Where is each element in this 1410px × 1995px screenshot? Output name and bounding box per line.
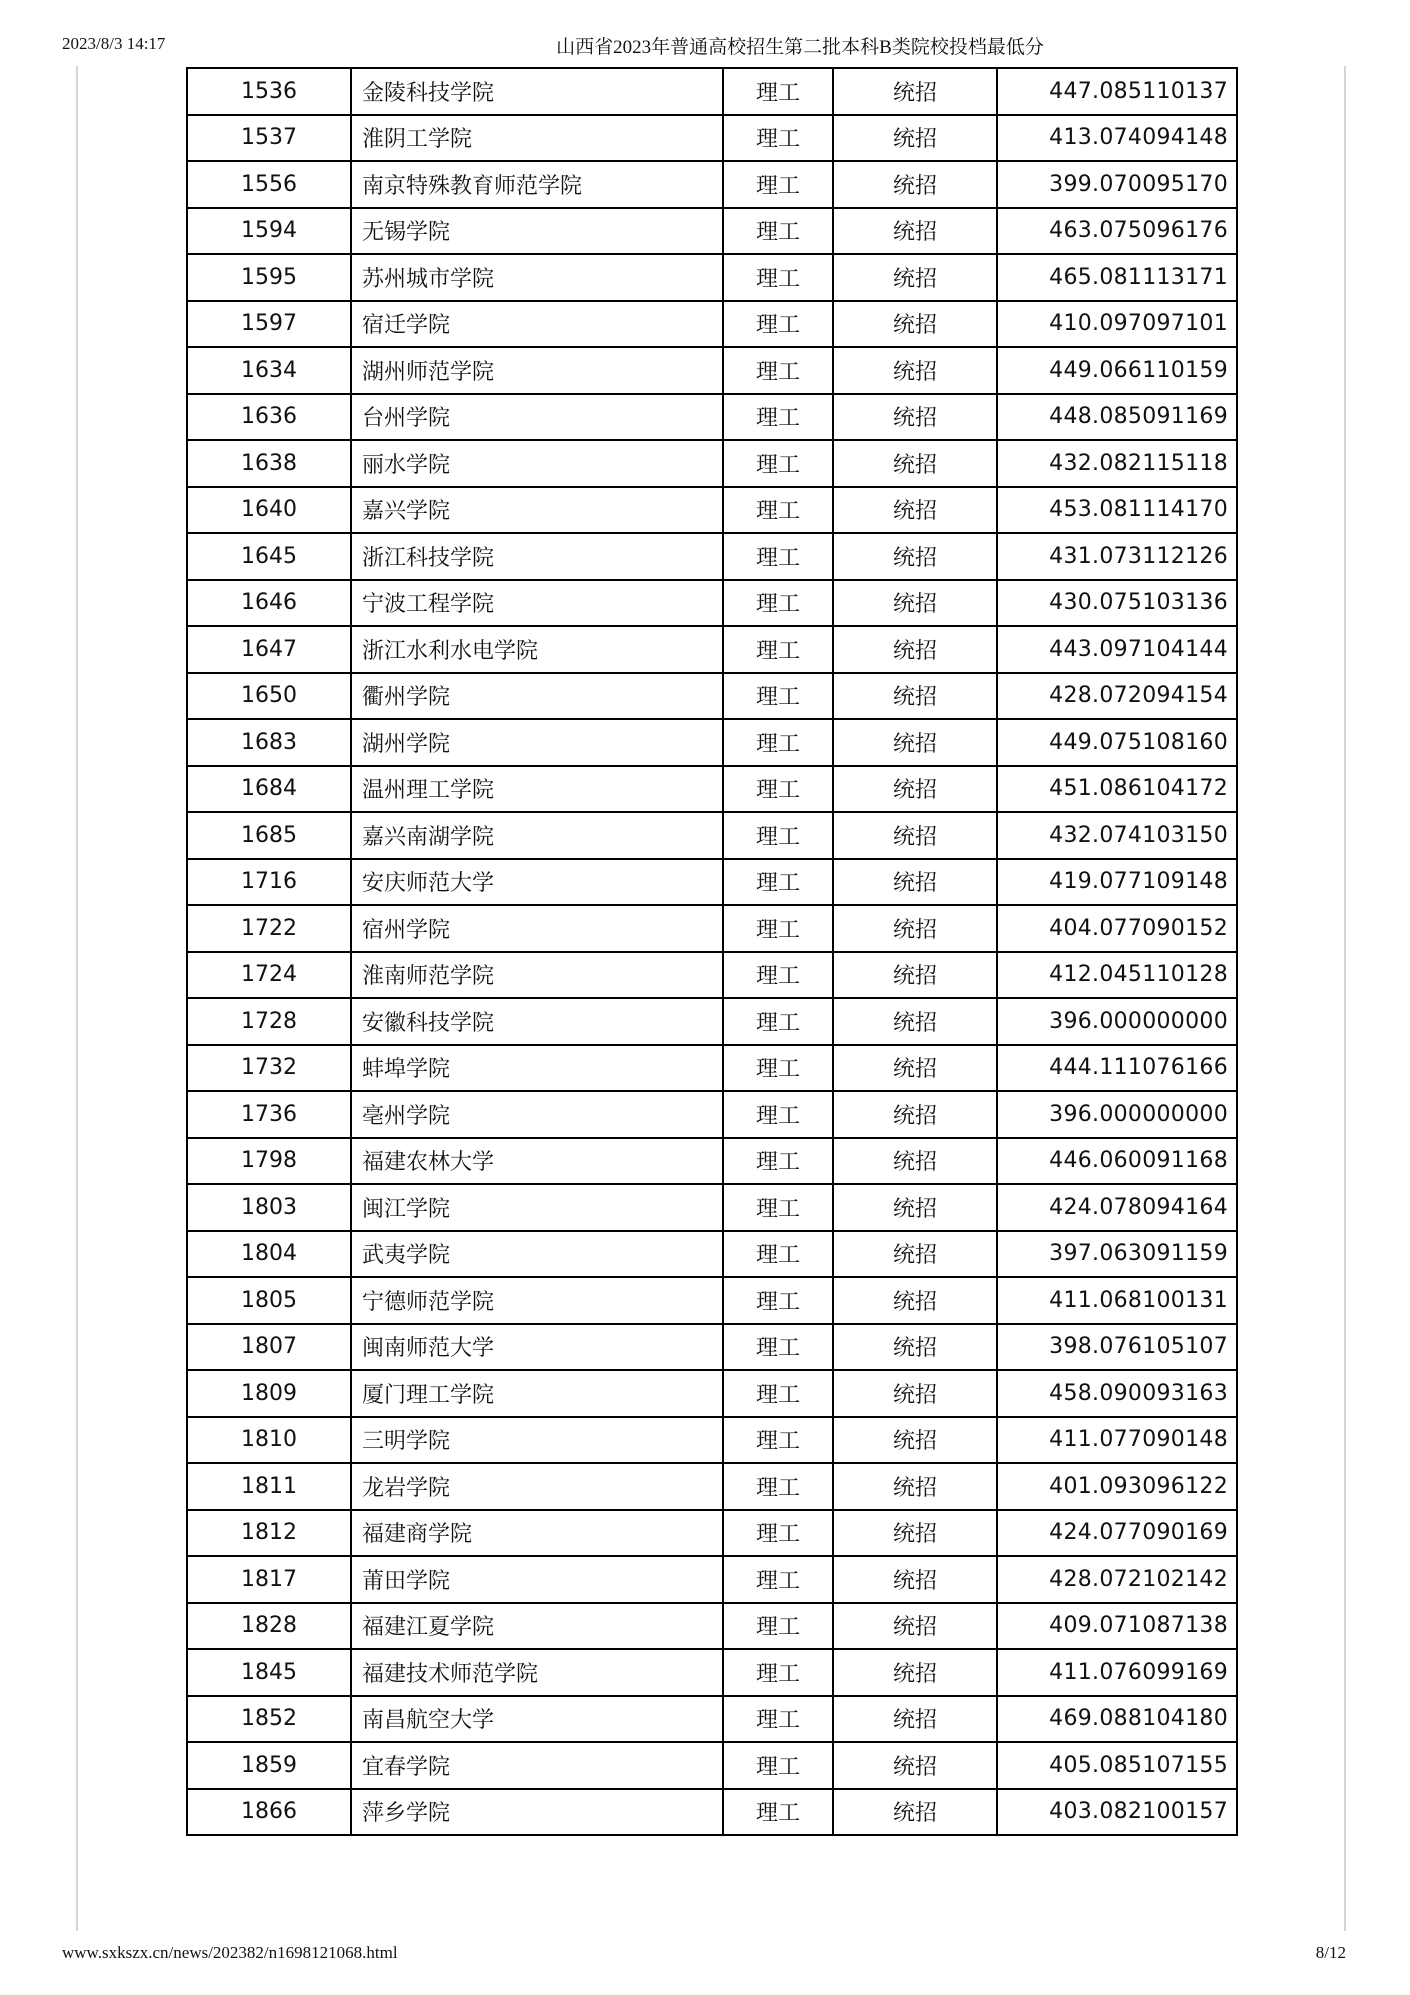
school-code-cell: 1684 <box>187 766 351 813</box>
subject-type-cell: 理工 <box>723 1045 833 1092</box>
min-score-cell: 405.085107155 <box>997 1742 1237 1789</box>
min-score-cell: 463.075096176 <box>997 208 1237 255</box>
min-score-cell: 403.082100157 <box>997 1789 1237 1836</box>
table-row <box>187 1138 1237 1185</box>
table-row <box>187 1045 1237 1092</box>
min-score-cell: 453.081114170 <box>997 487 1237 534</box>
table-row <box>187 859 1237 906</box>
subject-type-cell: 理工 <box>723 394 833 441</box>
school-name-cell: 宿州学院 <box>351 905 723 952</box>
plan-type-cell: 统招 <box>833 1417 997 1464</box>
school-code-cell: 1811 <box>187 1463 351 1510</box>
print-datetime: 2023/8/3 14:17 <box>62 34 166 53</box>
subject-type-cell: 理工 <box>723 161 833 208</box>
table-row <box>187 208 1237 255</box>
min-score-cell: 399.070095170 <box>997 161 1237 208</box>
page-right-margin-line <box>1344 66 1346 1931</box>
subject-type-cell: 理工 <box>723 812 833 859</box>
school-name-cell: 宿迁学院 <box>351 301 723 348</box>
school-code-cell: 1852 <box>187 1696 351 1743</box>
school-name-cell: 龙岩学院 <box>351 1463 723 1510</box>
table-row <box>187 68 1237 115</box>
table-row <box>187 580 1237 627</box>
subject-type-cell: 理工 <box>723 1556 833 1603</box>
plan-type-cell: 统招 <box>833 1091 997 1138</box>
table-row <box>187 1742 1237 1789</box>
subject-type-cell: 理工 <box>723 1417 833 1464</box>
subject-type-cell: 理工 <box>723 1184 833 1231</box>
school-code-cell: 1685 <box>187 812 351 859</box>
school-code-cell: 1845 <box>187 1649 351 1696</box>
school-code-cell: 1817 <box>187 1556 351 1603</box>
table-row <box>187 998 1237 1045</box>
school-name-cell: 萍乡学院 <box>351 1789 723 1836</box>
plan-type-cell: 统招 <box>833 580 997 627</box>
plan-type-cell: 统招 <box>833 1463 997 1510</box>
table-row <box>187 301 1237 348</box>
school-name-cell: 蚌埠学院 <box>351 1045 723 1092</box>
min-score-cell: 411.077090148 <box>997 1417 1237 1464</box>
min-score-cell: 448.085091169 <box>997 394 1237 441</box>
min-score-cell: 398.076105107 <box>997 1324 1237 1371</box>
plan-type-cell: 统招 <box>833 859 997 906</box>
subject-type-cell: 理工 <box>723 347 833 394</box>
school-name-cell: 嘉兴学院 <box>351 487 723 534</box>
school-code-cell: 1732 <box>187 1045 351 1092</box>
table-row <box>187 719 1237 766</box>
min-score-cell: 397.063091159 <box>997 1231 1237 1278</box>
plan-type-cell: 统招 <box>833 766 997 813</box>
plan-type-cell: 统招 <box>833 254 997 301</box>
plan-type-cell: 统招 <box>833 952 997 999</box>
table-row <box>187 1231 1237 1278</box>
school-code-cell: 1650 <box>187 673 351 720</box>
school-name-cell: 南昌航空大学 <box>351 1696 723 1743</box>
school-code-cell: 1728 <box>187 998 351 1045</box>
school-name-cell: 淮阴工学院 <box>351 115 723 162</box>
min-score-cell: 458.090093163 <box>997 1370 1237 1417</box>
school-code-cell: 1809 <box>187 1370 351 1417</box>
subject-type-cell: 理工 <box>723 1742 833 1789</box>
table-row <box>187 1510 1237 1557</box>
subject-type-cell: 理工 <box>723 115 833 162</box>
table-row <box>187 1696 1237 1743</box>
school-code-cell: 1645 <box>187 533 351 580</box>
school-code-cell: 1640 <box>187 487 351 534</box>
school-name-cell: 莆田学院 <box>351 1556 723 1603</box>
school-name-cell: 闽江学院 <box>351 1184 723 1231</box>
table-row <box>187 487 1237 534</box>
table-row <box>187 1277 1237 1324</box>
school-code-cell: 1722 <box>187 905 351 952</box>
plan-type-cell: 统招 <box>833 1742 997 1789</box>
table-row <box>187 1556 1237 1603</box>
min-score-cell: 428.072102142 <box>997 1556 1237 1603</box>
subject-type-cell: 理工 <box>723 301 833 348</box>
school-name-cell: 湖州师范学院 <box>351 347 723 394</box>
table-row <box>187 347 1237 394</box>
table-row <box>187 1789 1237 1836</box>
min-score-cell: 411.076099169 <box>997 1649 1237 1696</box>
school-code-cell: 1594 <box>187 208 351 255</box>
min-score-cell: 428.072094154 <box>997 673 1237 720</box>
subject-type-cell: 理工 <box>723 952 833 999</box>
subject-type-cell: 理工 <box>723 859 833 906</box>
school-name-cell: 福建农林大学 <box>351 1138 723 1185</box>
school-code-cell: 1647 <box>187 626 351 673</box>
plan-type-cell: 统招 <box>833 1649 997 1696</box>
school-code-cell: 1812 <box>187 1510 351 1557</box>
school-code-cell: 1537 <box>187 115 351 162</box>
plan-type-cell: 统招 <box>833 1138 997 1185</box>
school-code-cell: 1597 <box>187 301 351 348</box>
min-score-cell: 404.077090152 <box>997 905 1237 952</box>
min-score-cell: 409.071087138 <box>997 1603 1237 1650</box>
subject-type-cell: 理工 <box>723 1696 833 1743</box>
school-name-cell: 宜春学院 <box>351 1742 723 1789</box>
subject-type-cell: 理工 <box>723 208 833 255</box>
school-code-cell: 1716 <box>187 859 351 906</box>
table-row <box>187 1091 1237 1138</box>
table-row <box>187 440 1237 487</box>
table-row <box>187 626 1237 673</box>
plan-type-cell: 统招 <box>833 1324 997 1371</box>
plan-type-cell: 统招 <box>833 1045 997 1092</box>
min-score-cell: 412.045110128 <box>997 952 1237 999</box>
min-score-cell: 410.097097101 <box>997 301 1237 348</box>
subject-type-cell: 理工 <box>723 1370 833 1417</box>
school-code-cell: 1636 <box>187 394 351 441</box>
plan-type-cell: 统招 <box>833 487 997 534</box>
plan-type-cell: 统招 <box>833 347 997 394</box>
table-row <box>187 952 1237 999</box>
plan-type-cell: 统招 <box>833 673 997 720</box>
school-name-cell: 宁波工程学院 <box>351 580 723 627</box>
admission-score-table <box>186 67 1238 1836</box>
table-row <box>187 1184 1237 1231</box>
subject-type-cell: 理工 <box>723 673 833 720</box>
school-name-cell: 温州理工学院 <box>351 766 723 813</box>
plan-type-cell: 统招 <box>833 115 997 162</box>
school-code-cell: 1804 <box>187 1231 351 1278</box>
school-name-cell: 亳州学院 <box>351 1091 723 1138</box>
school-name-cell: 厦门理工学院 <box>351 1370 723 1417</box>
school-name-cell: 浙江科技学院 <box>351 533 723 580</box>
min-score-cell: 419.077109148 <box>997 859 1237 906</box>
school-code-cell: 1736 <box>187 1091 351 1138</box>
school-name-cell: 福建商学院 <box>351 1510 723 1557</box>
school-code-cell: 1646 <box>187 580 351 627</box>
school-code-cell: 1859 <box>187 1742 351 1789</box>
school-code-cell: 1866 <box>187 1789 351 1836</box>
plan-type-cell: 统招 <box>833 1370 997 1417</box>
min-score-cell: 451.086104172 <box>997 766 1237 813</box>
min-score-cell: 447.085110137 <box>997 68 1237 115</box>
min-score-cell: 465.081113171 <box>997 254 1237 301</box>
subject-type-cell: 理工 <box>723 626 833 673</box>
plan-type-cell: 统招 <box>833 1696 997 1743</box>
plan-type-cell: 统招 <box>833 998 997 1045</box>
school-code-cell: 1803 <box>187 1184 351 1231</box>
school-name-cell: 淮南师范学院 <box>351 952 723 999</box>
subject-type-cell: 理工 <box>723 905 833 952</box>
subject-type-cell: 理工 <box>723 1789 833 1836</box>
min-score-cell: 430.075103136 <box>997 580 1237 627</box>
school-name-cell: 福建江夏学院 <box>351 1603 723 1650</box>
school-name-cell: 台州学院 <box>351 394 723 441</box>
plan-type-cell: 统招 <box>833 394 997 441</box>
subject-type-cell: 理工 <box>723 1231 833 1278</box>
school-name-cell: 武夷学院 <box>351 1231 723 1278</box>
school-name-cell: 南京特殊教育师范学院 <box>351 161 723 208</box>
school-name-cell: 金陵科技学院 <box>351 68 723 115</box>
subject-type-cell: 理工 <box>723 719 833 766</box>
min-score-cell: 396.000000000 <box>997 1091 1237 1138</box>
subject-type-cell: 理工 <box>723 533 833 580</box>
subject-type-cell: 理工 <box>723 998 833 1045</box>
plan-type-cell: 统招 <box>833 161 997 208</box>
table-row <box>187 766 1237 813</box>
plan-type-cell: 统招 <box>833 1603 997 1650</box>
table-body <box>187 68 1237 1835</box>
subject-type-cell: 理工 <box>723 254 833 301</box>
subject-type-cell: 理工 <box>723 1277 833 1324</box>
min-score-cell: 431.073112126 <box>997 533 1237 580</box>
plan-type-cell: 统招 <box>833 719 997 766</box>
subject-type-cell: 理工 <box>723 1649 833 1696</box>
plan-type-cell: 统招 <box>833 812 997 859</box>
school-code-cell: 1556 <box>187 161 351 208</box>
school-code-cell: 1798 <box>187 1138 351 1185</box>
table-row <box>187 905 1237 952</box>
school-name-cell: 无锡学院 <box>351 208 723 255</box>
plan-type-cell: 统招 <box>833 1231 997 1278</box>
min-score-cell: 432.074103150 <box>997 812 1237 859</box>
school-code-cell: 1807 <box>187 1324 351 1371</box>
subject-type-cell: 理工 <box>723 487 833 534</box>
school-code-cell: 1536 <box>187 68 351 115</box>
table-row <box>187 1463 1237 1510</box>
min-score-cell: 396.000000000 <box>997 998 1237 1045</box>
school-code-cell: 1638 <box>187 440 351 487</box>
school-code-cell: 1810 <box>187 1417 351 1464</box>
plan-type-cell: 统招 <box>833 626 997 673</box>
subject-type-cell: 理工 <box>723 1324 833 1371</box>
min-score-cell: 446.060091168 <box>997 1138 1237 1185</box>
table-row <box>187 1603 1237 1650</box>
plan-type-cell: 统招 <box>833 1277 997 1324</box>
school-name-cell: 衢州学院 <box>351 673 723 720</box>
school-name-cell: 安徽科技学院 <box>351 998 723 1045</box>
plan-type-cell: 统招 <box>833 68 997 115</box>
min-score-cell: 432.082115118 <box>997 440 1237 487</box>
plan-type-cell: 统招 <box>833 208 997 255</box>
table-row <box>187 1649 1237 1696</box>
min-score-cell: 443.097104144 <box>997 626 1237 673</box>
table-row <box>187 673 1237 720</box>
school-code-cell: 1828 <box>187 1603 351 1650</box>
page-left-margin-line <box>76 66 78 1931</box>
table-row <box>187 1417 1237 1464</box>
subject-type-cell: 理工 <box>723 766 833 813</box>
school-name-cell: 福建技术师范学院 <box>351 1649 723 1696</box>
school-code-cell: 1683 <box>187 719 351 766</box>
plan-type-cell: 统招 <box>833 905 997 952</box>
school-code-cell: 1805 <box>187 1277 351 1324</box>
plan-type-cell: 统招 <box>833 1556 997 1603</box>
min-score-cell: 469.088104180 <box>997 1696 1237 1743</box>
subject-type-cell: 理工 <box>723 1138 833 1185</box>
min-score-cell: 401.093096122 <box>997 1463 1237 1510</box>
school-name-cell: 浙江水利水电学院 <box>351 626 723 673</box>
school-name-cell: 闽南师范大学 <box>351 1324 723 1371</box>
school-name-cell: 安庆师范大学 <box>351 859 723 906</box>
min-score-cell: 411.068100131 <box>997 1277 1237 1324</box>
plan-type-cell: 统招 <box>833 1789 997 1836</box>
school-name-cell: 嘉兴南湖学院 <box>351 812 723 859</box>
school-code-cell: 1634 <box>187 347 351 394</box>
min-score-cell: 413.074094148 <box>997 115 1237 162</box>
table-row <box>187 161 1237 208</box>
min-score-cell: 449.066110159 <box>997 347 1237 394</box>
subject-type-cell: 理工 <box>723 1463 833 1510</box>
plan-type-cell: 统招 <box>833 301 997 348</box>
subject-type-cell: 理工 <box>723 1091 833 1138</box>
school-code-cell: 1595 <box>187 254 351 301</box>
school-name-cell: 苏州城市学院 <box>351 254 723 301</box>
school-name-cell: 宁德师范学院 <box>351 1277 723 1324</box>
subject-type-cell: 理工 <box>723 1510 833 1557</box>
page-number: 8/12 <box>1315 1943 1346 1962</box>
school-code-cell: 1724 <box>187 952 351 999</box>
subject-type-cell: 理工 <box>723 440 833 487</box>
plan-type-cell: 统招 <box>833 1510 997 1557</box>
subject-type-cell: 理工 <box>723 68 833 115</box>
min-score-cell: 444.111076166 <box>997 1045 1237 1092</box>
min-score-cell: 449.075108160 <box>997 719 1237 766</box>
plan-type-cell: 统招 <box>833 1184 997 1231</box>
page-title: 山西省2023年普通高校招生第二批本科B类院校投档最低分 <box>556 37 1044 58</box>
plan-type-cell: 统招 <box>833 440 997 487</box>
table-row <box>187 115 1237 162</box>
school-name-cell: 湖州学院 <box>351 719 723 766</box>
table-row <box>187 812 1237 859</box>
table-row <box>187 254 1237 301</box>
subject-type-cell: 理工 <box>723 580 833 627</box>
subject-type-cell: 理工 <box>723 1603 833 1650</box>
footer-url: www.sxkszx.cn/news/202382/n1698121068.html <box>62 1943 398 1962</box>
school-name-cell: 丽水学院 <box>351 440 723 487</box>
table-row <box>187 1370 1237 1417</box>
table-row <box>187 394 1237 441</box>
school-name-cell: 三明学院 <box>351 1417 723 1464</box>
table-row <box>187 1324 1237 1371</box>
min-score-cell: 424.078094164 <box>997 1184 1237 1231</box>
table-row <box>187 533 1237 580</box>
min-score-cell: 424.077090169 <box>997 1510 1237 1557</box>
plan-type-cell: 统招 <box>833 533 997 580</box>
